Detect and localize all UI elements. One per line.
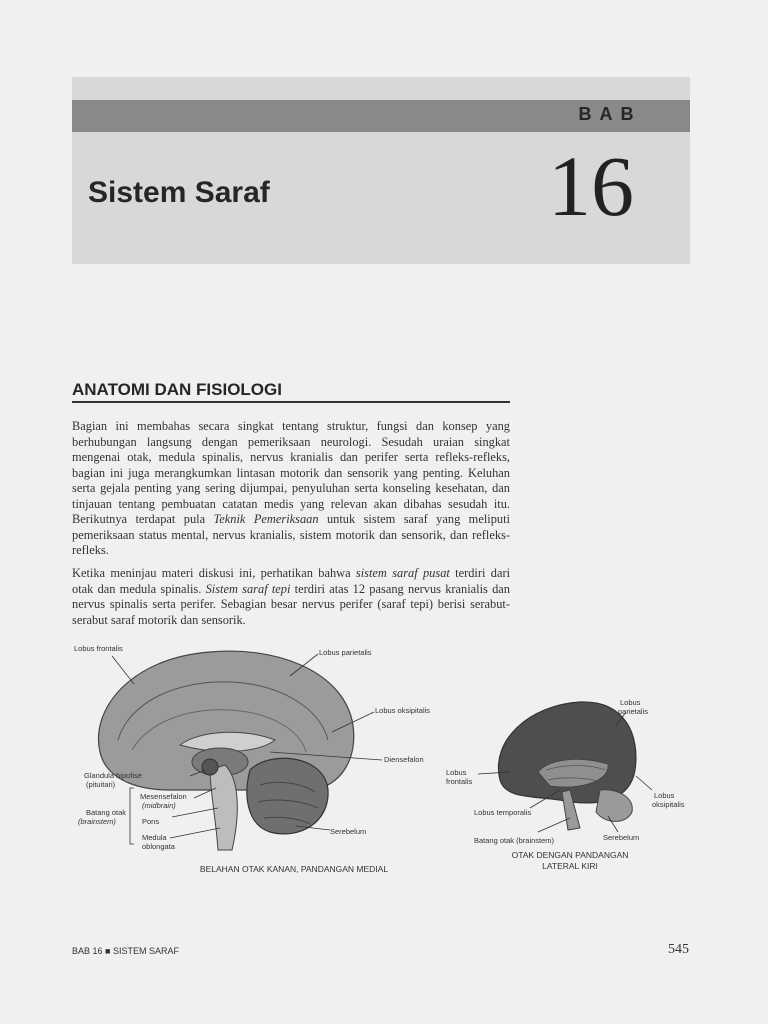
caption-medial-view: BELAHAN OTAK KANAN, PANDANGAN MEDIAL xyxy=(199,864,389,874)
caption-lateral-view: OTAK DENGAN PANDANGAN xyxy=(511,850,629,860)
label-pituitari: (pituitari) xyxy=(86,780,116,789)
paragraph-text: terdiri dari otak dan medula spinalis. xyxy=(72,566,511,596)
running-head: BAB 16 ■ SISTEM SARAF xyxy=(72,946,179,956)
label-glandula-hipofise: Glandula hipofise xyxy=(84,771,142,780)
label-lateral-frontalis: frontalis xyxy=(446,777,473,786)
paragraph-text: Bagian ini membahas secara singkat tentang struktur, fungsi dan konsep yang berhubungan langsung dengan pemeriksaan neurologi. Sesudah uraian singkat mengenai otak, medula spinalis, nervus kranialis dan perifer serta refleks-refleks, bagian ini juga merangkumkan lintasan motorik dan sensorik yang penting. Keluhan serta gejala penting yang sering dijumpai, penyuluhan serta konseling kesehatan, dan tinjauan tentang pembuatan catatan medis yang relevan akan dibahas sesudah itu. Berikutnya terdapat pula xyxy=(72,419,510,526)
label-oblongata: oblongata xyxy=(142,842,175,851)
page-number: 545 xyxy=(668,942,689,957)
label-lateral-lobus-oksipitalis: Lobus xyxy=(654,791,675,800)
paragraph-text: Ketika meninjau materi diskusi ini, perhatikan bahwa xyxy=(72,566,356,580)
brain-figure xyxy=(60,640,710,880)
label-mesensefalon: Mesensefalon xyxy=(140,792,187,801)
label-lateral-lobus-temporalis: Lobus temporalis xyxy=(474,808,532,817)
label-lateral-parietalis: parietalis xyxy=(618,707,649,716)
paragraph-italic-term: Teknik Pemeriksaan xyxy=(213,512,319,526)
label-brainstem: (brainstem) xyxy=(78,817,116,826)
label-lobus-oksipitalis: Lobus oksipitalis xyxy=(375,706,431,715)
label-lateral-serebelum: Serebelum xyxy=(603,833,640,842)
label-serebelum: Serebelum xyxy=(330,827,367,836)
label-lobus-parietalis: Lobus parietalis xyxy=(319,648,372,657)
paragraph-nervous-system xyxy=(72,566,510,628)
section-heading: ANATOMI DAN FISIOLOGI xyxy=(72,380,282,399)
caption-lateral-view-line-2: LATERAL KIRI xyxy=(542,861,598,871)
chapter-number: 16 xyxy=(548,138,634,234)
chapter-label: BAB xyxy=(578,104,642,124)
label-pons: Pons xyxy=(142,817,160,826)
label-midbrain: (midbrain) xyxy=(142,801,176,810)
paragraph-text: untuk sistem saraf yang meliputi pemeriksaan status mental, nervus kranialis, sistem motorik dan sensorik, dan refleks-refleks. xyxy=(72,512,510,557)
label-lateral-lobus-frontalis: Lobus xyxy=(446,768,467,777)
section-heading-rule xyxy=(72,401,510,403)
paragraph-intro xyxy=(72,419,510,559)
paragraph-italic-term: sistem saraf pusat xyxy=(355,566,450,580)
paragraph-text: terdiri atas 12 pasang nervus kranialis dan nervus spinalis serta perifer. Sebagian besar nervus perifer (saraf tepi) berisi serabut-serabut saraf motorik dan sensorik. xyxy=(72,581,510,627)
label-medula: Medula xyxy=(142,833,167,842)
paragraph-italic-term: Sistem saraf tepi xyxy=(205,581,291,596)
label-lateral-lobus-parietalis: Lobus xyxy=(620,698,641,707)
chapter-title: Sistem Saraf xyxy=(88,176,270,209)
label-lateral-batang-otak: Batang otak (brainstem) xyxy=(474,836,555,845)
label-lobus-frontalis: Lobus frontalis xyxy=(74,644,123,653)
label-diensefalon: Diensefalon xyxy=(384,755,424,764)
label-batang-otak: Batang otak xyxy=(86,808,127,817)
label-lateral-oksipitalis: oksipitalis xyxy=(652,800,685,809)
